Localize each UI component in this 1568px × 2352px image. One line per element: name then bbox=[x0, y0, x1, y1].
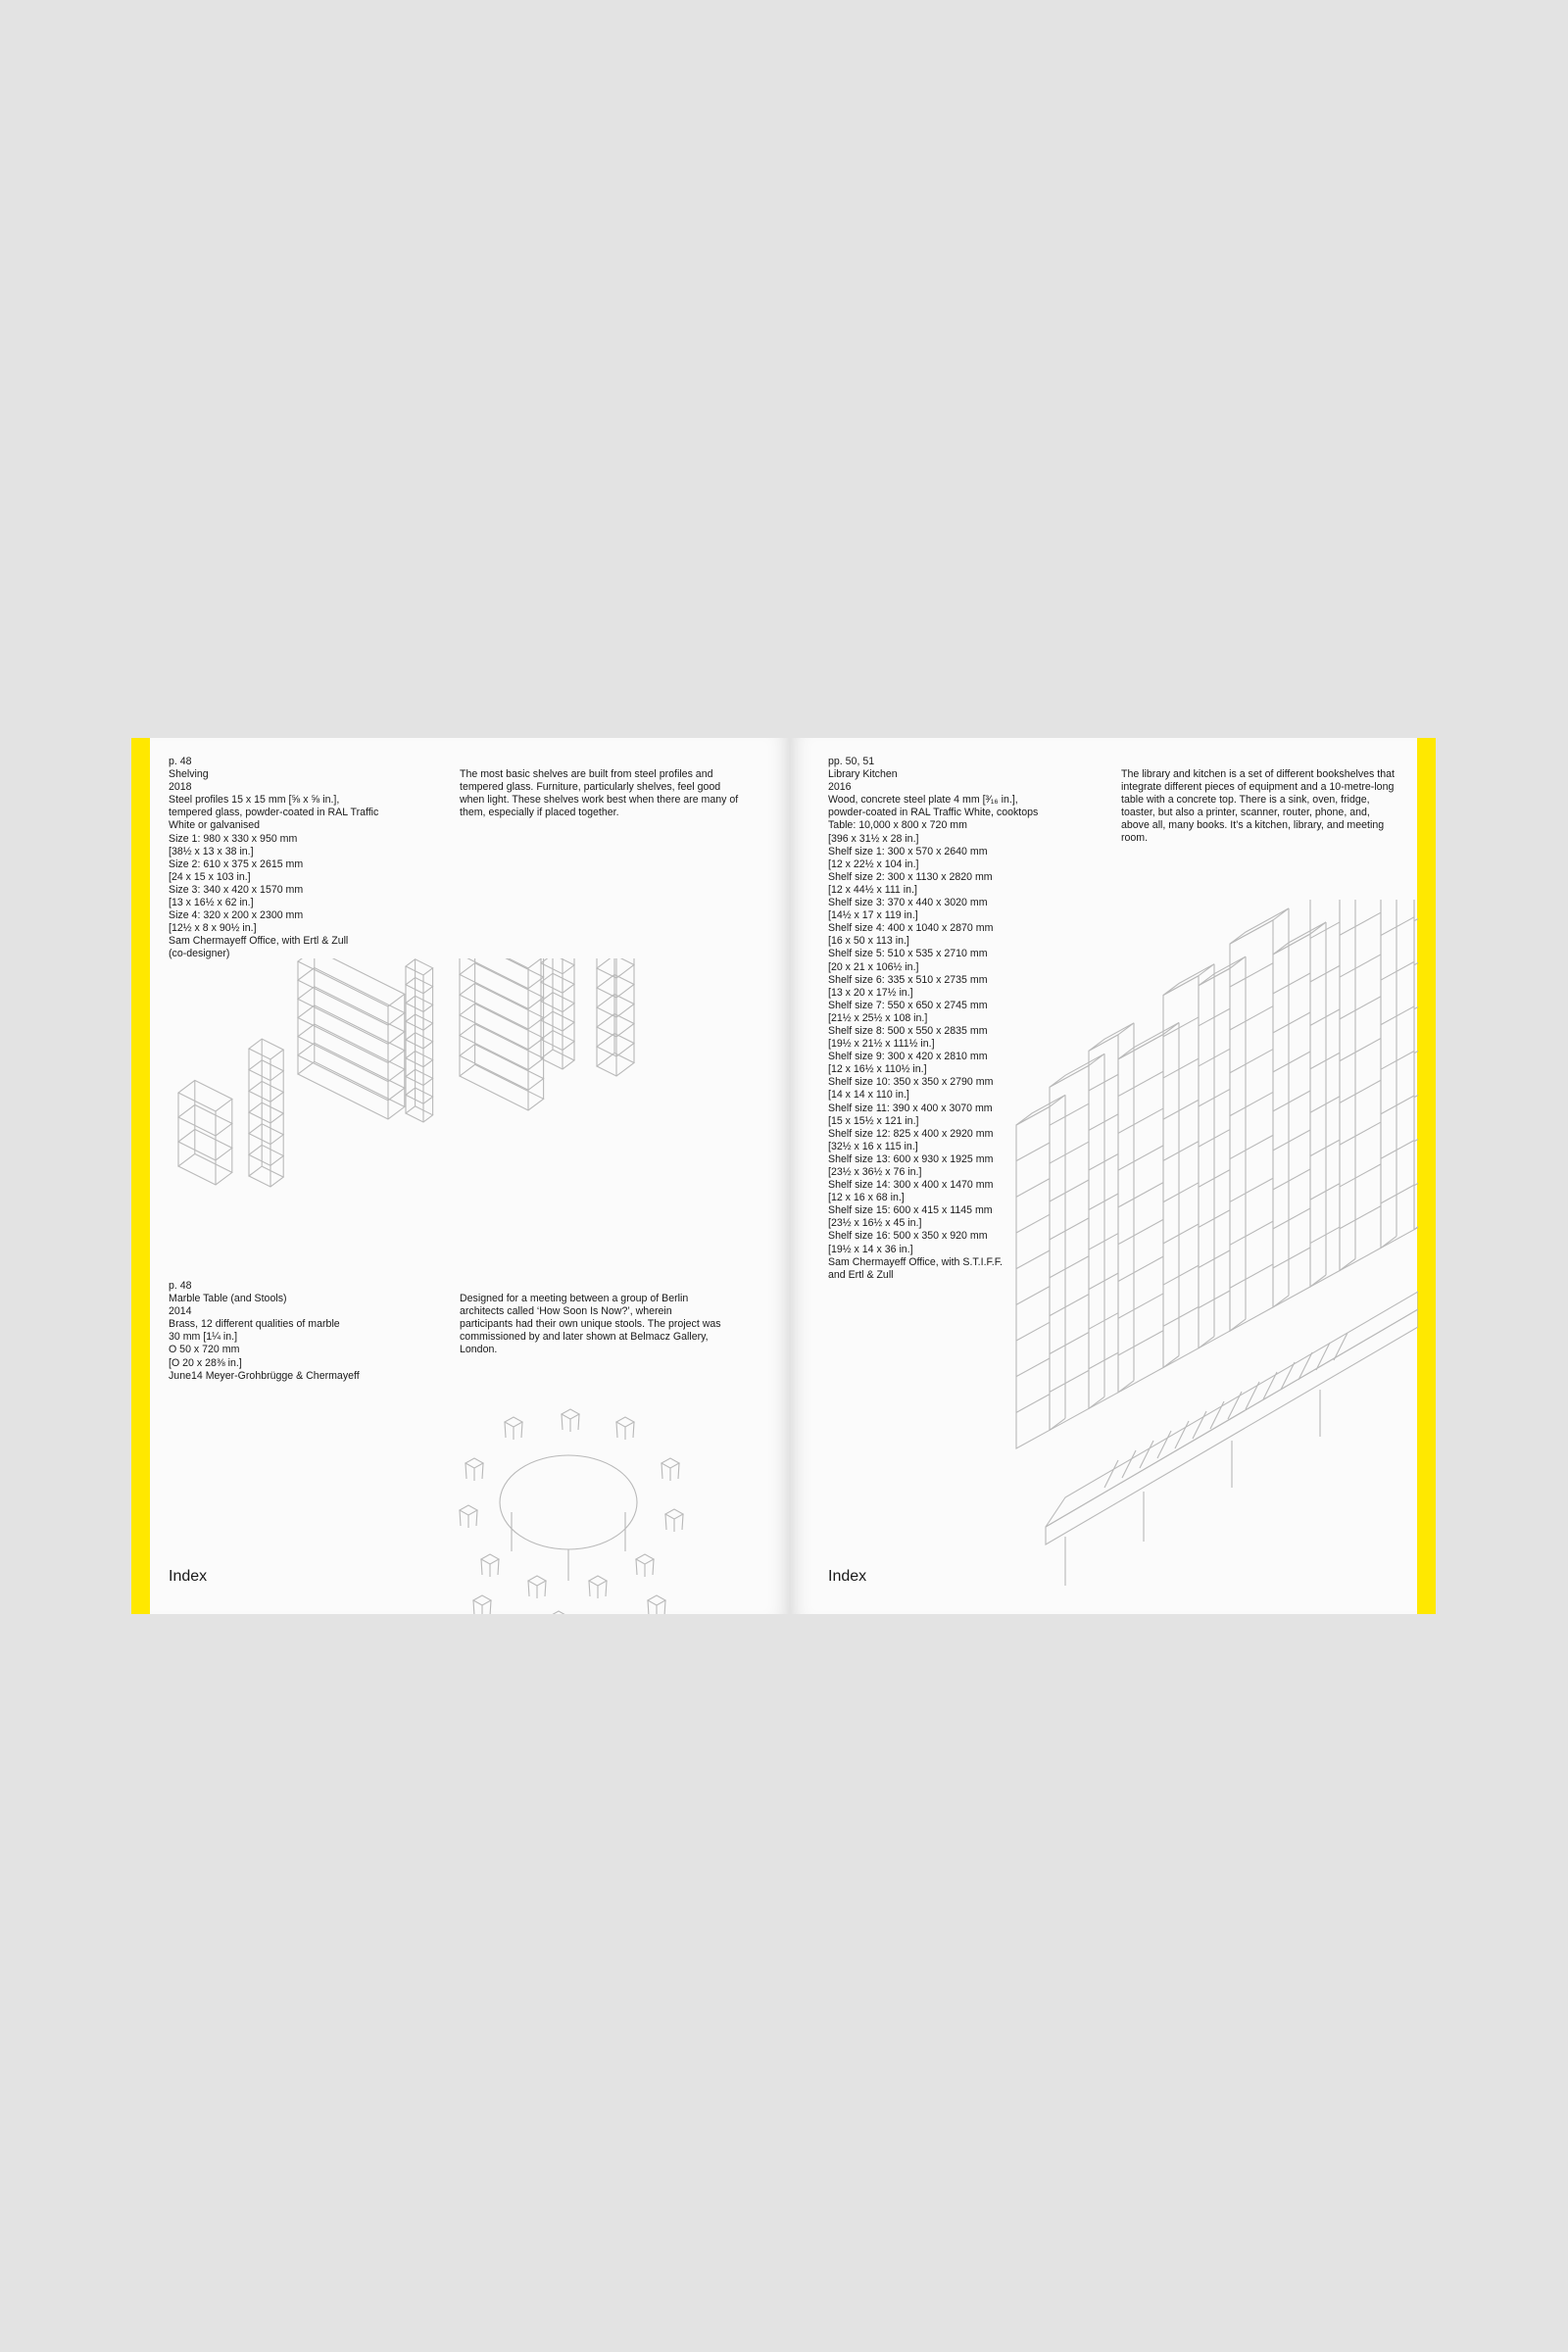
footer-index-left: Index bbox=[169, 1568, 208, 1585]
left-page bbox=[131, 738, 789, 1614]
marble-table-specs: p. 48 Marble Table (and Stools) 2014 Brass, 12 different qualities of marble 30 mm [1¼ in.] O 50 x 720 mm [O 20 x 28⅜ in.] June14 Meyer-Grohbrügge & Chermayeff bbox=[169, 1280, 360, 1382]
marble-table-drawing bbox=[443, 1395, 698, 1614]
footer-index-right: Index bbox=[828, 1568, 867, 1585]
accent-stripe-right bbox=[1417, 738, 1436, 1614]
shelving-description: The most basic shelves are built from steel profiles and tempered glass. Furniture, particularly shelves, feel good when light. These shelves work best when there are many of them, especially if placed together. bbox=[460, 768, 739, 819]
library-kitchen-description: The library and kitchen is a set of different bookshelves that integrate different pieces of equipment and a 10-metre-long table with a concrete top. There is a sink, oven, fridge, toaster, but also a printer, scanner, router, phone, and, above all, many books. It’s a kitchen, library, and meeting room. bbox=[1121, 768, 1395, 845]
book-spread bbox=[131, 738, 1436, 1614]
marble-table-description: Designed for a meeting between a group of Berlin architects called ‘How Soon Is Now?’, wherein participants had their own unique stools. The project was commissioned by and later shown at Belmacz Gallery, London. bbox=[460, 1293, 721, 1356]
library-kitchen-specs: pp. 50, 51 Library Kitchen 2016 Wood, concrete steel plate 4 mm [³⁄₁₆ in.], powder-coated in RAL Traffic White, cooktops Table: 10,000 x 800 x 720 mm [396 x 31½ x 28 in.] Shelf size 1: 300 x 570 x 2640 mm [12 x 22½ x 104 in.] Shelf size 2: 300 x 1130 x 2820 mm [12 x 44½ x 111 in.] Shelf size 3: 370 x 440 x 3020 mm [14½ x 17 x 119 in.] Shelf size 4: 400 x 1040 x 2870 mm [16 x 50 x 113 in.] Shelf size 5: 510 x 535 x 2710 mm [20 x 21 x 106½ in.] Shelf size 6: 335 x 510 x 2735 mm [13 x 20 x 17½ in.] Shelf size 7: 550 x 650 x 2745 mm [21½ x 25½ x 108 in.] Shelf size 8: 500 x 550 x 2835 mm [19½ x 21½ x 111½ in.] Shelf size 9: 300 x 420 x 2810 mm [12 x 16½ x 110½ in.] Shelf size 10: 350 x 350 x 2790 mm [14 x 14 x 110 in.] Shelf size 11: 390 x 400 x 3070 mm [15 x 15½ x 121 in.] Shelf size 12: 825 x 400 x 2920 mm [32½ x 16 x 115 in.] Shelf size 13: 600 x 930 x 1925 mm [23½ x 36½ x 76 in.] Shelf size 14: 300 x 400 x 1470 mm [12 x 16 x 68 in.] Shelf size 15: 600 x 415 x 1145 mm [23½ x 16½ x 45 in.] Shelf size 16: 500 x 350 x 920 mm [19½ x 14 x 36 in.] Sam Chermayeff Office, with S.T.I.F.F. and Ertl & Zull bbox=[828, 756, 1039, 1281]
shelving-drawing bbox=[161, 958, 749, 1243]
shelving-specs: p. 48 Shelving 2018 Steel profiles 15 x 15 mm [⅝ x ⅝ in.], tempered glass, powder-coated in RAL Traffic White or galvanised Size 1: 980 x 330 x 950 mm [38½ x 13 x 38 in.] Size 2: 610 x 375 x 2615 mm [24 x 15 x 103 in.] Size 3: 340 x 420 x 1570 mm [13 x 16½ x 62 in.] Size 4: 320 x 200 x 2300 mm [12½ x 8 x 90½ in.] Sam Chermayeff Office, with Ertl & Zull (co-designer) bbox=[169, 756, 379, 960]
right-page bbox=[791, 738, 1436, 1614]
accent-stripe-left bbox=[131, 738, 150, 1614]
library-kitchen-drawing bbox=[1006, 900, 1418, 1605]
